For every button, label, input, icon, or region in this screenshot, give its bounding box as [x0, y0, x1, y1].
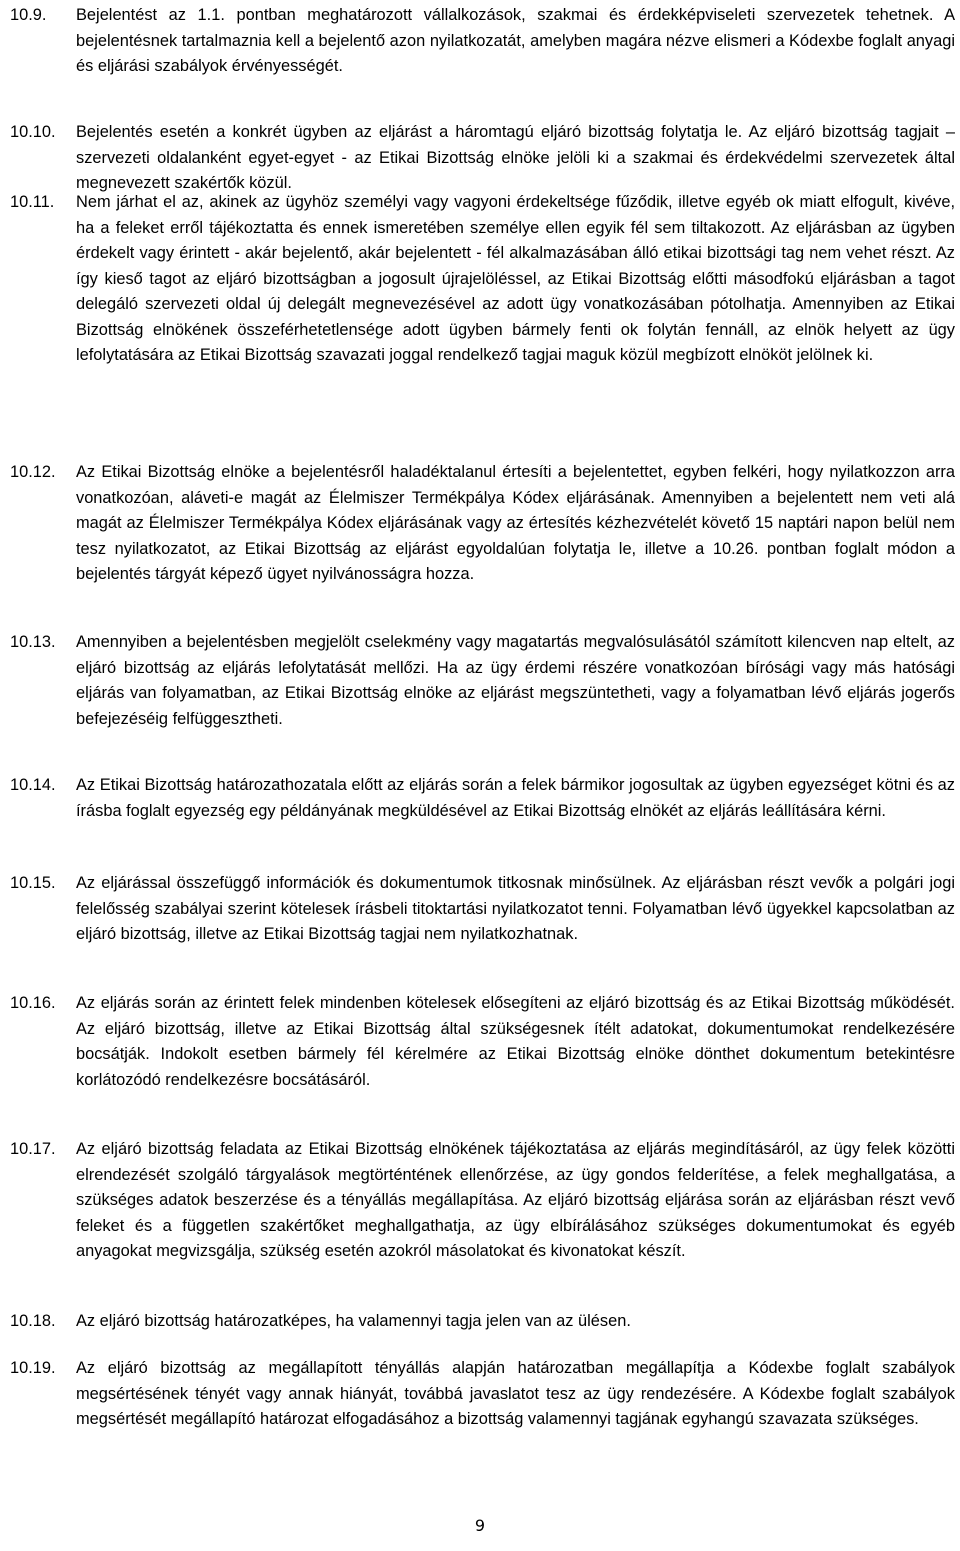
section-number: 10.12.	[10, 463, 56, 481]
section-text: Nem járhat el az, akinek az ügyhöz személyi vagy vagyoni érdekeltsége fűződik, illetve egyéb ok miatt elfogult, kivéve, ha a feleket erről tájékoztatta és ennek ismeretében személye ellen egyik fél sem tiltakozott. Az eljárásban az ügyben érdekelt vagy érintett - akár bejelentő, akár bejelentett - fél alkalmazásában álló etikai bizottsági tag nem vehet részt. Az így kieső tagot az eljáró bizottságban a jogosult újrajelöléssel, az Etikai Bizottság előtti másodfokú eljárásban a tagot delegáló szervezeti oldal új delegált megnevezésével az adott ügy vonatkozásában pótolhatja. Amennyiben az Etikai Bizottság elnökének összeférhetetlensége adott ügyben bármely fenti ok folytán fennáll, az elnök helyett az ügy lefolytatására az Etikai Bizottság szavazati joggal rendelkező tagjai maguk közül megbízott elnököt jelölnek ki.	[76, 193, 955, 364]
section-text: Az Etikai Bizottság elnöke a bejelentésről haladéktalanul értesíti a bejelentettet, egyben felkéri, hogy nyilatkozzon arra vonatkozóan, aláveti-e magát az Élelmiszer Termékpálya Kódex eljárásának. Amennyiben a bejelentett nem veti alá magát az Élelmiszer Termékpálya Kódex eljárásának vagy az értesítés kézhezvételét követő 15 naptári napon belül nem tesz nyilatkozatot, az Etikai Bizottság az eljárást egyoldalúan folytatja le, illetve a 10.26. pontban foglalt módon a bejelentés tárgyát képező ügyet nyilvánosságra hozza.	[76, 463, 955, 583]
page-number: 9	[474, 1516, 486, 1535]
section-number: 10.17.	[10, 1140, 56, 1158]
section-10-15	[10, 871, 955, 948]
section-10-9	[10, 3, 955, 80]
section-text: Az eljáró bizottság az megállapított tényállás alapján határozatban megállapítja a Kódexbe foglalt szabályok megsértésének tényét vagy annak hiányát, továbbá javaslatot tesz az ügy rendezésére. A Kódexbe foglalt szabályok megsértését megállapító határozat elfogadásához a bizottság valamennyi tagjának egyhangú szavazata szükséges.	[76, 1359, 955, 1428]
section-text: Amennyiben a bejelentésben megjelölt cselekmény vagy magatartás megvalósulásától számított kilencven nap eltelt, az eljáró bizottság az eljárás lefolytatását mellőzi. Ha az ügy érdemi részére vonatkozóan bírósági vagy más hatósági eljárás van folyamatban, az Etikai Bizottság elnöke az eljárást megszüntetheti, vagy a folyamatban lévő eljárás jogerős befejezéséig felfüggesztheti.	[76, 633, 955, 728]
section-10-19	[10, 1356, 955, 1433]
section-number: 10.10.	[10, 123, 56, 141]
section-10-12	[10, 460, 955, 588]
section-10-18	[10, 1309, 955, 1335]
section-10-14	[10, 773, 955, 824]
section-text: Az eljáró bizottság határozatképes, ha valamennyi tagja jelen van az ülésen.	[76, 1312, 631, 1330]
section-number: 10.18.	[10, 1312, 56, 1330]
section-number: 10.14.	[10, 776, 56, 794]
section-text: Bejelentés esetén a konkrét ügyben az eljárást a háromtagú eljáró bizottság folytatja le. Az eljáró bizottság tagjait – szervezeti oldalanként egyet-egyet - az Etikai Bizottság elnöke jelöli ki a szakmai és érdekvédelmi szervezetek által megnevezett szakértők közül.	[76, 123, 955, 192]
section-text: Az eljárás során az érintett felek mindenben kötelesek elősegíteni az eljáró bizottság és az Etikai Bizottság működését. Az eljáró bizottság, illetve az Etikai Bizottság által szükségesnek ítélt adatokat, dokumentumokat rendelkezésére bocsátják. Indokolt esetben bármely fél kérelmére az Etikai Bizottság elnöke dönthet dokumentum betekintésre korlátozódó rendelkezésre bocsátásáról.	[76, 994, 955, 1089]
section-10-16	[10, 991, 955, 1093]
section-text: Az eljárással összefüggő információk és dokumentumok titkosnak minősülnek. Az eljárásban részt vevők a polgári jogi felelősség szabályai szerint kötelesek írásbeli titoktartási nyilatkozatot tenni. Folyamatban lévő ügyekkel kapcsolatban az eljáró bizottság, illetve az Etikai Bizottság tagjai nem nyilatkozhatnak.	[76, 874, 955, 943]
section-10-17	[10, 1137, 955, 1265]
section-number: 10.16.	[10, 994, 56, 1012]
section-number: 10.9.	[10, 6, 47, 24]
section-10-13	[10, 630, 955, 732]
section-text: Az eljáró bizottság feladata az Etikai Bizottság elnökének tájékoztatása az eljárás megindításáról, az ügy felek közötti elrendezését szolgáló tárgyalások megtörténtének ellenőrzése, az ügy gondos felderítése, a felek meghallgatása, a szükséges adatok beszerzése és a tényállás megállapítása. Az eljáró bizottság eljárása során az eljárásban részt vevő feleket és a független szakértőket meghallgathatja, az ügy elbírálásához szükséges dokumentumokat és egyéb anyagokat megvizsgálja, szükség esetén azokról másolatokat és kivonatokat készít.	[76, 1140, 955, 1260]
section-number: 10.13.	[10, 633, 56, 651]
section-10-10	[10, 120, 955, 197]
section-number: 10.11.	[10, 193, 55, 211]
section-text: Az Etikai Bizottság határozathozatala előtt az eljárás során a felek bármikor jogosultak az ügyben egyezséget kötni és az írásba foglalt egyezség egy példányának megküldésével az Etikai Bizottság elnökét az eljárás leállítására kérni.	[76, 776, 955, 820]
section-10-11	[10, 190, 955, 369]
section-number: 10.15.	[10, 874, 56, 892]
section-text: Bejelentést az 1.1. pontban meghatározott vállalkozások, szakmai és érdekképviseleti szervezetek tehetnek. A bejelentésnek tartalmaznia kell a bejelentő azon nyilatkozatát, amelyben magára nézve elismeri a Kódexbe foglalt anyagi és eljárási szabályok érvényességét.	[76, 6, 955, 75]
section-number: 10.19.	[10, 1359, 56, 1377]
